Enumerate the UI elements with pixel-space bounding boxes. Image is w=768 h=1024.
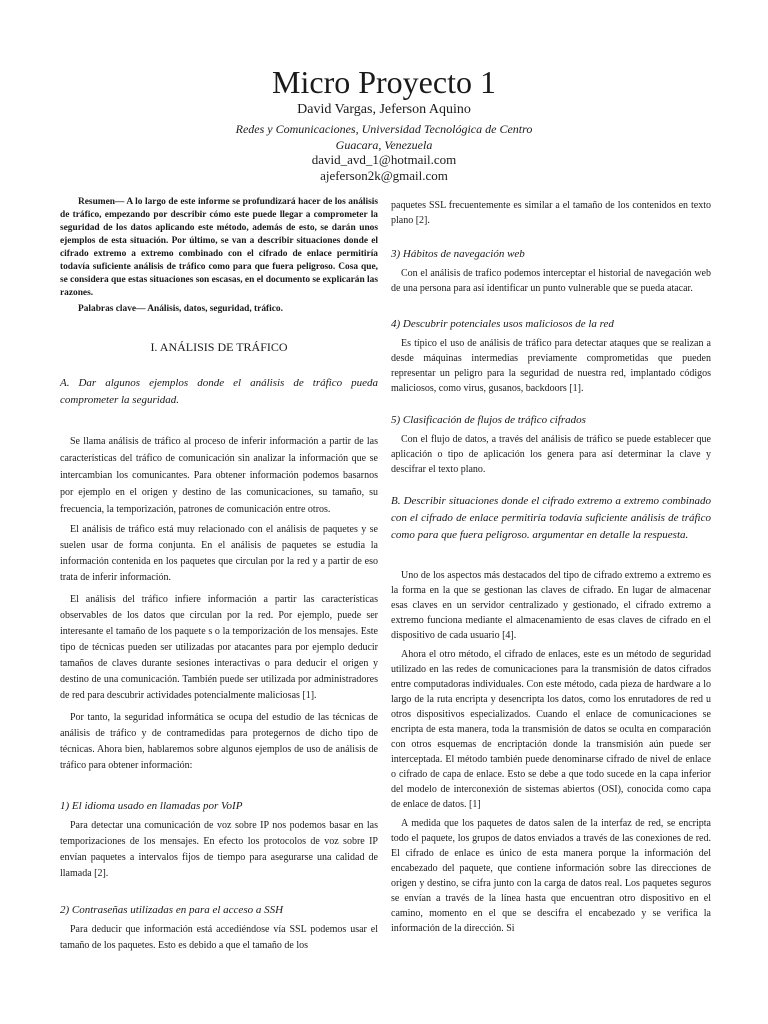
email-2: ajeferson2k@gmail.com — [320, 168, 448, 183]
section-heading-1: I. ANÁLISIS DE TRÁFICO — [150, 340, 288, 354]
paragraph: Para detectar una comunicación de voz sobre IP nos podemos basar en las temporizaciones de los mensajes. En efecto los protocolos de voz sobre IP envían paquetes a intervalos fijos de tiempo para asegurarse una calidad de llamada [2]. — [60, 820, 378, 879]
paragraph: El análisis del tráfico infiere información a partir las características observables de los datos que circulan por la red. Por ejemplo, puede ser interesante el tamaño de los paquete s o la temporización de los mensajes. Este tipo de técnicas pueden ser utilizadas por atacantes para por ejemplo deducir tamaños de claves durante sesiones interactivas o para deducir el origen y destino de una comunicación. También puede ser utilizada por administradores de red para descubrir actividades potencialmente maliciosas [1]. — [60, 594, 378, 701]
subsection-heading-b: B. Describir situaciones donde el cifrado extremo a extremo combinado con el cifrado de enlace permitiría todavía suficiente análisis de tráfico como para que fuera peligroso. argumentar en detalle la respuesta. — [391, 495, 711, 541]
paragraph: A medida que los paquetes de datos salen de la interfaz de red, se encripta todo el paquete, los grupos de datos enviados a través de las conexiones de red. El cifrado de enlace es único de esta manera porque la información del encabezado del paquete, que contiene información sobre las direcciones de origen y destino, se cifra junto con la carga de datos real. Los paquetes seguros se envían a través de la línea hasta que encuentran otro dispositivo en el camino, momento en el que se descifra el encabezado y se verifica la información de la dirección. Si — [391, 818, 711, 934]
subsection-heading-a: A. Dar algunos ejemplos donde el análisis de tráfico pueda comprometer la seguridad. — [60, 377, 378, 406]
left-column — [60, 196, 378, 954]
abstract-block — [60, 196, 378, 316]
authors: David Vargas, Jeferson Aquino — [297, 102, 471, 117]
paragraph: Con el flujo de datos, a través del análisis de tráfico se puede establecer que aplicación o tipo de aplicación los genera para así determinar la clave y descifrar el texto plano. — [391, 434, 711, 475]
email-1: david_avd_1@hotmail.com — [311, 152, 457, 167]
subheading-encrypted-flows: 5) Clasificación de flujos de tráfico cifrados — [391, 414, 586, 426]
keywords: Palabras clave— Análisis, datos, seguridad, tráfico. — [78, 304, 283, 314]
affiliation-line-1: Redes y Comunicaciones, Universidad Tecnológica de Centro — [235, 122, 533, 136]
paragraph: Para deducir que información está accediéndose vía SSL podemos usar el tamaño de los paquetes. Esto es debido a que el tamaño de los — [60, 924, 378, 951]
subheading-voip: 1) El idioma usado en llamadas por VoIP — [60, 800, 243, 812]
paragraph: paquetes SSL frecuentemente es similar a el tamaño de los contenidos en texto plano [2]. — [391, 200, 711, 226]
paragraph: Por tanto, la seguridad informática se ocupa del estudio de las técnicas de análisis de tráfico y de contramedidas para protegernos de dicho tipo de técnicas. Ahora bien, hablaremos sobre algunos ejemplos de uso de análisis de tráfico para obtener información: — [60, 712, 378, 771]
subheading-web-habits: 3) Hábitos de navegación web — [391, 248, 525, 260]
paragraph: Es típico el uso de análisis de tráfico para detectar ataques que se realizan a desde máquinas intermedias previamente comprometidas que pueden representar un peligro para la seguridad de nuestra red, implantado códigos maliciosos, como virus, gusanos, backdoors [1]. — [391, 338, 711, 394]
subheading-malicious-uses: 4) Descubrir potenciales usos maliciosos de la red — [391, 318, 614, 330]
paragraph: Se llama análisis de tráfico al proceso de inferir información a partir de las características del tráfico de comunicación sin analizar la información que se intercambian los comunicantes. Para obtener información podemos basarnos por ejemplo en el origen y destino de las comunicaciones, su tamaño, su frecuencia, la temporización, patrones de comunicación entre otros. — [60, 436, 378, 515]
paragraph: El análisis de tráfico está muy relacionado con el análisis de paquetes y se suelen usar de forma conjunta. En el análisis de paquetes se estudia la información contenida en los paquetes que circulan por la red y a partir de eso trata de inferir información. — [60, 524, 378, 583]
paragraph: Ahora el otro método, el cifrado de enlaces, este es un método de seguridad utilizado en las redes de comunicaciones para la transmisión de datos cifrados entre computadoras individuales. Con este método, cada pieza de hardware a lo largo de la ruta encripta y desencripta los datos, como los enrutadores de red u otros dispositivos especializados. Cuando el enlace de comunicaciones se encripta de esta manera, toda la transmisión de datos se oculta en comparación con otros esquemas de encriptación donde la transmisión aún puede ser interceptada. El método también puede denominarse cifrado de nivel de enlace o cifrado de capa de enlace. Esto se debe a que todo sucede en la capa inferior del modelo de interconexión de sistemas abiertos (OSI), conocida como capa de enlace de datos. [1] — [391, 649, 711, 810]
subheading-ssh: 2) Contraseñas utilizadas en para el acceso a SSH — [60, 904, 284, 916]
paragraph: Uno de los aspectos más destacados del tipo de cifrado extremo a extremo es la forma en la que se gestionan las claves de cifrado. En lugar de almacenar esas claves en un servidor centralizado y gestionado, el cifrado extremo a extremo funciona mediante el almacenamiento de esas claves de cifrado en el dispositivo de cada usuario [4]. — [391, 570, 711, 641]
paragraph: Con el análisis de trafico podemos interceptar el historial de navegación web de una persona para así identificar un punto vulnerable que se pueda atacar. — [391, 268, 711, 294]
abstract-text: Resumen— A lo largo de este informe se profundizará hacer de los análisis de tráfico, empezando por describir cómo este puede llegar a comprometer la seguridad de los datos aplicando este método, además de esto, se darán unos ejemplos de esta situación. Por último, se van a describir situaciones donde el cifrado extremo a extremo combinado con el cifrado de enlace permitiría todavía suficiente análisis de tráfico como para que fuera peligroso. Cosa que, se considera que estas situaciones son escasas, en el documento se explicarán las razones. — [60, 197, 378, 298]
right-column — [391, 198, 711, 936]
paper-title: Micro Proyecto 1 — [272, 64, 496, 100]
affiliation-line-2: Guacara, Venezuela — [335, 138, 433, 152]
